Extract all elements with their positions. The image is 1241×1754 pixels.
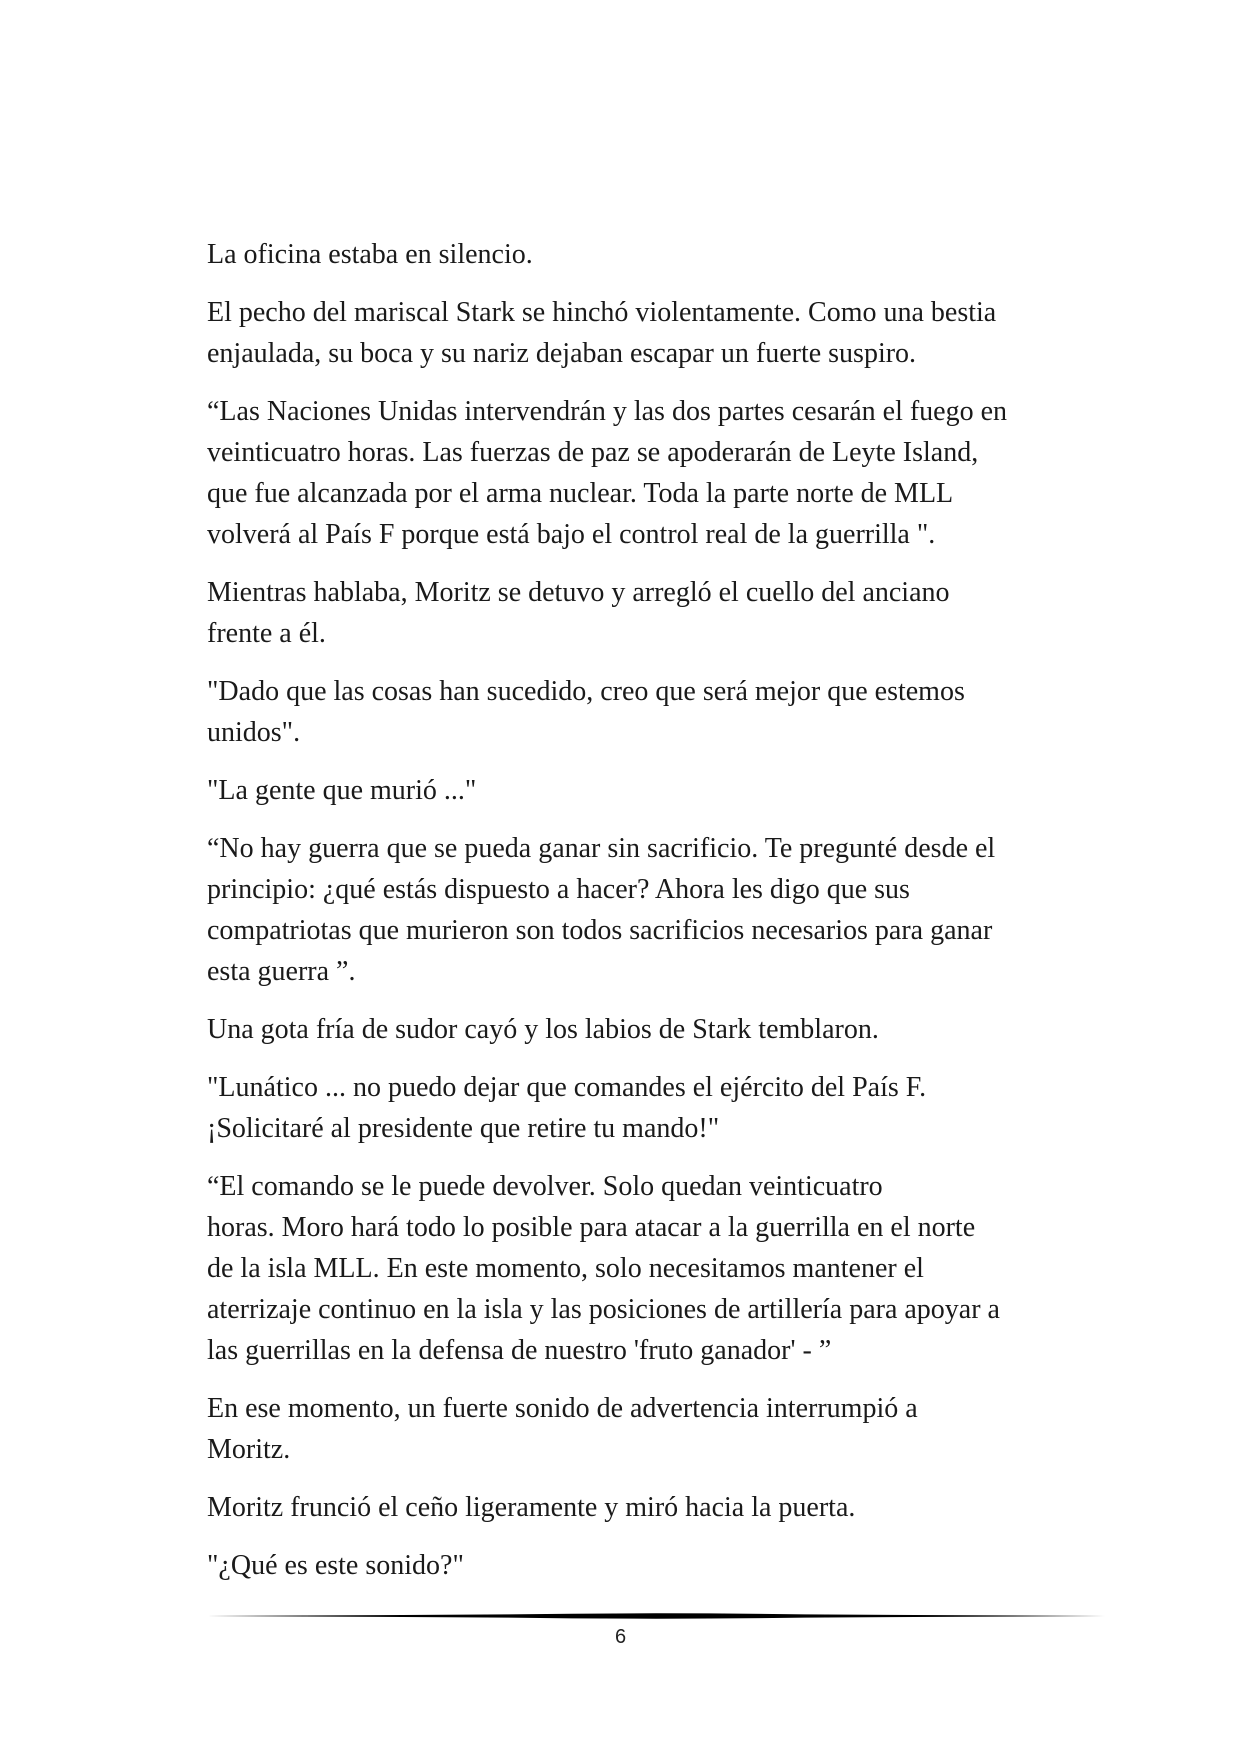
paragraph-11: En ese momento, un fuerte sonido de advertencia interrumpió a Moritz. [207,1393,918,1465]
paragraph-3: “Las Naciones Unidas intervendrán y las dos partes cesarán el fuego en veinticuatro horas. Las fuerzas de paz se apoderarán de Leyte Island, que fue alcanzada por el arma nuclear. Toda la parte norte de MLL volverá al País F porque está bajo el control real de la guerrilla ". [207,396,1008,550]
paragraph-6: "La gente que murió ..." [207,775,477,806]
paragraph-4: Mientras hablaba, Moritz se detuvo y arregló el cuello del anciano frente a él. [207,577,950,649]
footer-divider [207,1610,1105,1622]
paragraph-8: Una gota fría de sudor cayó y los labios de Stark temblaron. [207,1014,879,1045]
paragraph-5: "Dado que las cosas han sucedido, creo que será mejor que estemos unidos". [207,676,965,748]
body-text [207,234,1057,1603]
paragraph-1: La oficina estaba en silencio. [207,239,533,270]
paragraph-10: “El comando se le puede devolver. Solo quedan veinticuatro horas. Moro hará todo lo posible para atacar a la guerrilla en el norte de la isla MLL. En este momento, solo necesitamos mantener el aterrizaje continuo en la isla y las posiciones de artillería para apoyar a las guerrillas en la defensa de nuestro 'fruto ganador' - ” [207,1171,1000,1366]
paragraph-9: "Lunático ... no puedo dejar que comandes el ejército del País F. ¡Solicitaré al presidente que retire tu mando!" [207,1072,927,1144]
paragraph-2: El pecho del mariscal Stark se hinchó violentamente. Como una bestia enjaulada, su boca y su nariz dejaban escapar un fuerte suspiro. [207,297,997,369]
paragraph-12: Moritz frunció el ceño ligeramente y miró hacia la puerta. [207,1492,856,1523]
paragraph-7: “No hay guerra que se pueda ganar sin sacrificio. Te pregunté desde el principio: ¿qué estás dispuesto a hacer? Ahora les digo que sus compatriotas que murieron son todos sacrificios necesarios para ganar esta guerra ”. [207,833,996,987]
paragraph-13: "¿Qué es este sonido?" [207,1550,464,1581]
page-number: 6 [614,1626,627,1648]
footer-divider-stroke [207,1613,1105,1618]
